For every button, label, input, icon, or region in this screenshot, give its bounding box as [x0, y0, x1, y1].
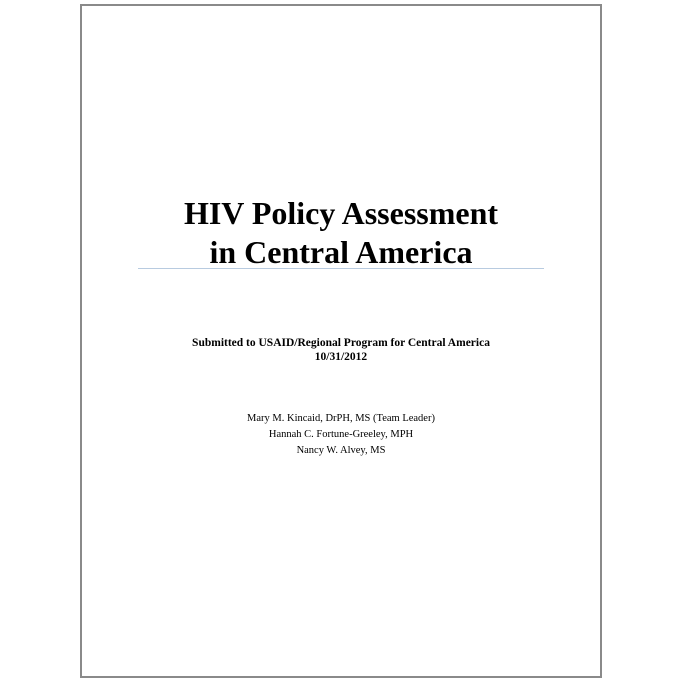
author-2: Hannah C. Fortune-Greeley, MPH	[268, 429, 414, 440]
author-list	[82, 411, 600, 459]
author-3: Nancy W. Alvey, MS	[296, 445, 386, 456]
submission-block	[82, 336, 600, 364]
document-title	[82, 194, 600, 272]
title-line-1: HIV Policy Assessment	[183, 195, 499, 231]
submission-date: 10/31/2012	[314, 351, 368, 363]
submitted-to-text: Submitted to USAID/Regional Program for Central America	[192, 337, 490, 349]
author-1: Mary M. Kincaid, DrPH, MS (Team Leader)	[247, 413, 435, 424]
title-underline-rule	[138, 268, 544, 269]
title-line-2: in Central America	[209, 234, 473, 270]
document-page	[80, 4, 602, 678]
